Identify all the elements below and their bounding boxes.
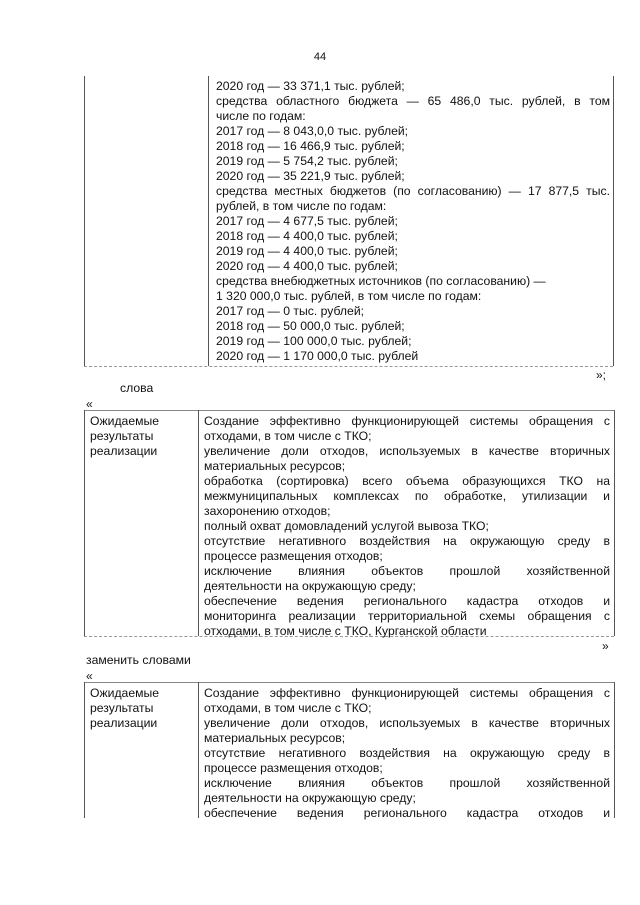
- table2-label-line: реализации: [90, 444, 158, 458]
- table3-line: Создание эффективно функционирующей системы обращения с: [204, 686, 610, 700]
- table2-left-border: [84, 410, 85, 636]
- table2-label-line: результаты: [90, 429, 154, 443]
- table1-line: средства внебюджетных источников (по согласованию) —: [216, 274, 546, 288]
- table2-line: полный охват домовладений услугой вывоза ТКО;: [204, 519, 489, 533]
- table3-line: материальных ресурсов;: [204, 731, 346, 745]
- table2-line: материальных ресурсов;: [204, 459, 346, 473]
- table1-line: 2020 год — 1 170 000,0 тыс. рублей: [216, 349, 419, 363]
- table1-line: 2019 год — 5 754,2 тыс. рублей;: [216, 154, 398, 168]
- table3-line: процессе размещения отходов;: [204, 761, 383, 775]
- table2-right-border: [614, 410, 615, 636]
- table3-content: [204, 686, 610, 821]
- table2-line: отходами, в том числе с ТКО;: [204, 429, 372, 443]
- word-slova: слова: [120, 381, 154, 395]
- table3-divider: [198, 682, 199, 818]
- table1-line: рублей, в том числе по годам:: [216, 199, 387, 213]
- table2-line: процессе размещения отходов;: [204, 549, 383, 563]
- table1-line: 2019 год — 4 400,0 тыс. рублей;: [216, 244, 398, 258]
- table1-left-border: [84, 76, 85, 366]
- table2-top-border: [84, 410, 614, 411]
- table1-right-border: [613, 76, 614, 366]
- table2-content: [204, 414, 610, 639]
- table1-line: 2018 год — 16 466,9 тыс. рублей;: [216, 139, 405, 153]
- table3-line: деятельности на окружающую среду;: [204, 791, 416, 805]
- table3-line: исключение влияния объектов прошлой хозяйственной: [204, 776, 610, 790]
- table3-label: [90, 686, 194, 731]
- table1-line: 2018 год — 4 400,0 тыс. рублей;: [216, 229, 398, 243]
- table3-right-border: [614, 682, 615, 818]
- table1-line: 2017 год — 8 043,0,0 тыс. рублей;: [216, 124, 409, 138]
- table3-label-line: результаты: [90, 701, 154, 715]
- table1-line: 2020 год — 33 371,1 тыс. рублей;: [216, 79, 405, 93]
- table2-label: [90, 414, 194, 459]
- table2-label-line: Ожидаемые: [90, 414, 160, 428]
- table2-line: деятельности на окружающую среду;: [204, 579, 416, 593]
- table2-line: Создание эффективно функционирующей системы обращения с: [204, 414, 610, 428]
- table2-close-quote: »: [602, 639, 609, 653]
- table1-line: 2018 год — 50 000,0 тыс. рублей;: [216, 319, 405, 333]
- table3-label-line: Ожидаемые: [90, 686, 160, 700]
- table2-line: захоронению отходов;: [204, 504, 331, 518]
- table2-divider: [198, 410, 199, 636]
- table1-line: 2019 год — 100 000,0 тыс. рублей;: [216, 334, 412, 348]
- table3-left-border: [84, 682, 85, 818]
- table1-divider: [208, 76, 209, 366]
- table3-line: отсутствие негативного воздействия на окружающую среду в: [204, 746, 610, 760]
- table2-line: обработка (сортировка) всего объема образующихся ТКО на: [204, 474, 610, 488]
- table2-line: мониторинга реализации территориальной схемы обращения с: [204, 609, 610, 623]
- table1-line: 2017 год — 4 677,5 тыс. рублей;: [216, 214, 398, 228]
- table3-top-border: [84, 682, 614, 683]
- table3-line: обеспечение ведения регионального кадастра отходов и: [204, 806, 610, 820]
- page-number: 44: [313, 51, 327, 63]
- table2-line: отходами, в том числе с ТКО, Курганской области: [204, 624, 487, 638]
- table3-line: увеличение доли отходов, используемых в качестве вторичных: [204, 716, 610, 730]
- table1-line: числе по годам:: [216, 109, 306, 123]
- table2-line: межмуниципальных комплексах по обработке, утилизации и: [204, 489, 610, 503]
- table1-line: средства местных бюджетов (по согласованию) — 17 877,5 тыс.: [216, 184, 610, 198]
- open-quote-1: «: [86, 397, 93, 411]
- table1-line: 2017 год — 0 тыс. рублей;: [216, 304, 365, 318]
- table1-line: 1 320 000,0 тыс. рублей, в том числе по годам:: [216, 289, 482, 303]
- phrase-zamenit: заменить словами: [86, 653, 191, 667]
- table3-line: отходами, в том числе с ТКО;: [204, 701, 372, 715]
- table3-label-line: реализации: [90, 716, 158, 730]
- table1-line: 2020 год — 4 400,0 тыс. рублей;: [216, 259, 398, 273]
- open-quote-2: «: [86, 669, 93, 683]
- table1-close-quote: »;: [596, 368, 607, 382]
- table1-content: [216, 79, 610, 369]
- table2-line: исключение влияния объектов прошлой хозяйственной: [204, 564, 610, 578]
- table2-line: увеличение доли отходов, используемых в качестве вторичных: [204, 444, 610, 458]
- table1-line: средства областного бюджета — 65 486,0 тыс. рублей, в том: [216, 94, 610, 108]
- table1-line: 2020 год — 35 221,9 тыс. рублей;: [216, 169, 405, 183]
- table2-line: отсутствие негативного воздействия на окружающую среду в: [204, 534, 610, 548]
- table2-line: обеспечение ведения регионального кадастра отходов и: [204, 594, 610, 608]
